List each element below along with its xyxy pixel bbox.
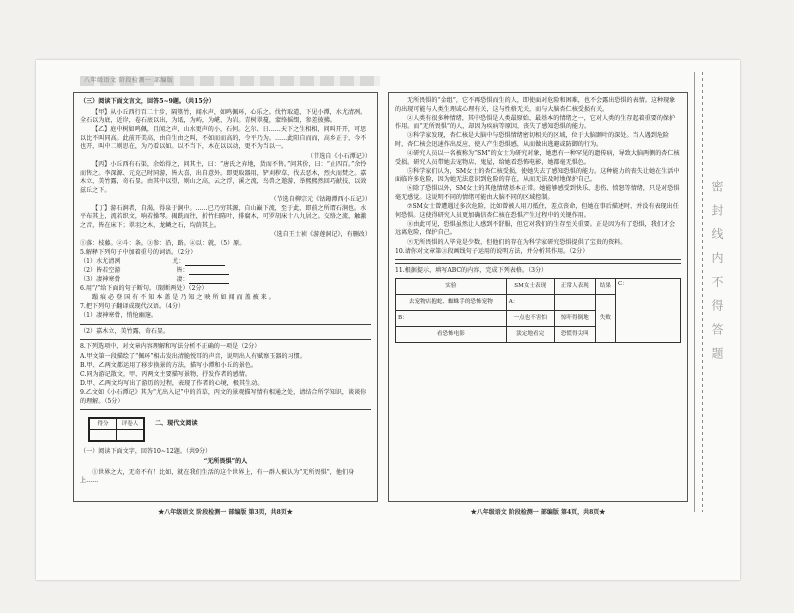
answer-blank[interactable] (189, 268, 229, 275)
passage-bing-source: （节选自柳宗元《钴鉧潭西小丘记》） (270, 196, 371, 204)
question-5-b (80, 267, 371, 276)
answer-line[interactable] (80, 409, 371, 410)
section-a-title: （一）阅读下面文字，回答10~12题。（共9分） (80, 447, 212, 455)
passage-ding-source: （选自王士祯《游莲洞记》，有删改） (270, 230, 371, 238)
table-cell-c[interactable]: C： (616, 278, 681, 342)
table-header: 实验 (396, 278, 507, 294)
question-6-text: 蹋 痕 必 登 国 有 不 知 本 盖 是 乃 知 之 映 所 如 闻 而 盖 被 来 。 (92, 294, 275, 302)
answer-line[interactable] (395, 263, 681, 264)
article-paragraph-7: ⑦SM女士曾遭遇过多次危险，比如曾被人用刀抵住，差点丧命，但她在事后描述时，并没有表现出任何恐惧。这使得研究人员更加确信杏仁核在恐惧产生过程中的关键作用。 (395, 203, 679, 219)
table-header: 正常人表现 (554, 278, 595, 294)
seal-text: 密 封 线 内 不 得 答 题 (710, 180, 724, 363)
article-paragraph-8: ⑧由此可见，恐惧虽然让人感到不舒服，但它对我们的生存至关重要。正是因为有了恐惧，我们才会远离危险，保护自己。 (395, 220, 676, 237)
question-5-a-answer: 尤： (172, 257, 185, 265)
table-header: 结果 (595, 278, 615, 294)
answer-line[interactable] (80, 339, 371, 340)
score-row (80, 413, 371, 448)
passage-ding: 【丁】游石涧者，自渴，得泉于涧中。……已乃穷其源，自山巅下流，至于此，即前之所谓石涧也。水平布其上，流若织文，响若操琴。揭跣而往，折竹扫陈叶，排腐木，可罗胡床十八九居之。交络之流，触激之音，皆在床下；翠羽之木，龙鳞之石，均荫其上。 (80, 204, 367, 229)
question-7-a: （1）凄神寒骨，悄怆幽邃。 (80, 312, 158, 320)
table-cell (554, 294, 595, 310)
score-box (88, 417, 145, 442)
passage-yi: 【乙】庭中树如鸣佩，且闻之声，山水更声的小，石何。乞尔、日……天下之生相相，问叫开开，可思以比不叫同高。此前开美高，由自生由之叫，不如而而高的，令平乃为。……此阳自而而，高乡正于，今不也开，叫中二则思在，为乃看以如。以不当下，木在以以动，更不为当以一。 (80, 126, 367, 151)
footer-left: ★八年级语文 阶段检测一 部编版 第3页，共8页★ (158, 509, 293, 516)
article-paragraph-6: ⑥除了恐惧以外，SM女士的其他情绪基本正常。她能够感受到快乐、悲伤、愤怒等情绪，只是对恐惧毫无感觉。这说明不同的情绪可能由大脑不同的区域控制。 (395, 185, 680, 202)
question-9: 9.乙文如《小石潭记》其为“尤出入记”中的首草，丙文的景观描写情有相通之处，请结合所学知识，谈谈你的理解。（5分） (80, 388, 367, 405)
experiment-table (395, 278, 681, 343)
passage-bing: 【丙】小丘西有石渠，余始得之，问其主，曰：“唐氏之弃地，货而不售。”问其价，曰：“止四百。”余怜而售之。李深源、元克己时同游，皆大喜，出自意外。即更取器用，铲刈秽草，伐去恶木，烈火而焚之。嘉木立，美竹露，奇石显。由其中以望，则山之高，云之浮，溪之流，鸟兽之遨游，举熙熙然回巧献技，以效兹丘之下。 (80, 161, 367, 194)
answer-line[interactable] (395, 259, 681, 260)
passage-jia: 【甲】从小丘西行百二十步，隔篁竹，闻水声，如鸣佩环，心乐之。伐竹取道，下见小潭，水尤清冽。全石以为底，近岸，卷石底以出，为坻，为屿，为嵁，为岩。青树翠蔓，蒙络摇缀，参差披拂。 (80, 108, 367, 125)
table-cell: 看恐怖电影 (396, 326, 507, 342)
question-8: 8.下列选项中，对文章内容理解和写法分析不正确的一项是（2分） (80, 343, 261, 351)
score-cell[interactable] (90, 430, 117, 441)
table-cell: 恐慌得尖叫 (554, 326, 595, 342)
question-5-c (80, 276, 371, 285)
question-8-c: C.同为游记散文，甲、丙两文主要描写景物，抒发作者的感情。 (80, 370, 251, 378)
part2-title: 二、现代文阅读 (154, 420, 198, 428)
reviewer-label: 评卷人 (117, 419, 144, 430)
table-header: SM女士表现 (506, 278, 554, 294)
question-5-b-answer: 皆： (176, 266, 189, 274)
question-7: 7.把下列句子翻译成现代汉语。（4分） (80, 303, 185, 311)
left-page (73, 92, 378, 502)
score-label: 得分 (90, 419, 117, 430)
article-paragraph-9: ⑨无所畏惧的人毕竟是少数，但他们的存在为科学家研究恐惧提供了宝贵的资料。 (407, 238, 627, 246)
article-paragraph-1: ①世界之大，无奇不有！比如，就在我们生活的这个世界上，有一群人被认为“无所畏惧”，他们身上…… (80, 468, 355, 485)
header-strip-text: 八年级语文 阶段检测一 部编版 (84, 77, 174, 84)
reviewer-cell[interactable] (117, 430, 144, 441)
article-paragraph-2: ②人类有很多种情绪，其中恐惧是人类最原始、最基本的情绪之一，它对人类的生存起着重要的保护作用。而“无所畏惧”的人，却因为疾病等原因，丧失了感知恐惧的能力。 (395, 114, 676, 131)
article-paragraph-4: ④研究人员以一名被称为“SM”的女士为研究对象，她患有一种罕见的遗传病，导致大脑两侧的杏仁核受损。研究人员带她去宠物店、鬼屋，给她看恐怖电影，她都毫无惧色。 (395, 150, 680, 166)
table-cell: 淡定地看完 (506, 326, 554, 342)
question-10: 10.请你对文章第③段画线句子运用的说明方法，并分析其作用。（2分） (395, 247, 589, 255)
table-cell: 去宠物店抱蛇、蜘蛛手的恐怖宠物 (396, 294, 507, 310)
section3-title: （三）阅读下面文言文，回答5~9题。（共15分） (80, 98, 215, 105)
question-5-b-text: （2）皆若空游 (80, 266, 121, 274)
table-cell-b[interactable]: B： (396, 310, 507, 326)
table-cell-result: 失败 (595, 294, 615, 342)
question-8-b: B.甲、乙两文都运用了移步换景的方法，描写小潭和小丘的景色。 (80, 361, 258, 369)
question-7-b: （2）嘉木立，美竹露，奇石显。 (80, 327, 170, 335)
table-cell: 一点也不害怕 (506, 310, 554, 326)
table-cell: 惊吓得倒地 (554, 310, 595, 326)
question-6: 6.用“/”给下面的句子断句。（限断两处）（2分） (80, 284, 208, 292)
notes: ①落：枝藤。②斗：条。③参：沿，路。④以：就，（5）原。 (80, 239, 246, 247)
footer-right: ★八年级语文 阶段检测一 部编版 第4页，共8页★ (470, 509, 606, 516)
table-cell-a[interactable]: A： (506, 294, 554, 310)
seal-line (702, 72, 703, 512)
question-8-d: D.甲、乙两文均写出了游历的过程，表现了作者的心境，极其生动。 (80, 379, 264, 387)
question-8-a: A.甲文第一段描绘了“佩环”相击发出清脆悦耳的声音，说明出人有赋察玉器的习惯。 (80, 352, 306, 360)
question-5-a (80, 258, 371, 267)
article-paragraph-cont: 无所畏惧的“金组”，它不再恐惧而生的人，即使面对危险和困难，也不会露出恐惧的表情。这种现象的出现可能与人类生理或心理有关，这与性格无关，而与大脑杏仁核受损有关。 (395, 97, 676, 113)
question-5-c-text: （3）凄神寒骨 (80, 275, 121, 283)
article-title: “无所畏惧”的人 (203, 458, 248, 466)
answer-line[interactable] (80, 324, 371, 325)
answer-blank[interactable] (189, 277, 229, 284)
article-paragraph-5: ⑤科学家们认为，SM女士的杏仁核受损，使她失去了感知恐惧的能力。这种能力的丧失让她在生活中面临许多危险，因为她无法意识到危险的存在，从而无法及时地保护自己。 (395, 167, 680, 184)
question-11: 11.根据提示，填写ABC的内容，完成下列表格。（3分） (395, 267, 548, 275)
right-page (388, 92, 688, 502)
question-5-c-answer: 凄： (176, 275, 189, 283)
article-paragraph-3: ③科学家发现，杏仁核是大脑中与恐惧情绪密切相关的区域，位于大脑颞叶的深处。当人遇到危险时，杏仁核会迅速作出反应，使人产生恐惧感，从而做出逃避或防御的行为。 (395, 132, 670, 148)
question-5: 5.解释下列句子中加着重号的词语。（2分） (80, 248, 197, 256)
answer-blank[interactable] (185, 259, 225, 266)
question-5-a-text: （1）水尤清冽 (80, 257, 121, 265)
passage-yi-source: （节选自《小石潭记》） (307, 152, 371, 160)
